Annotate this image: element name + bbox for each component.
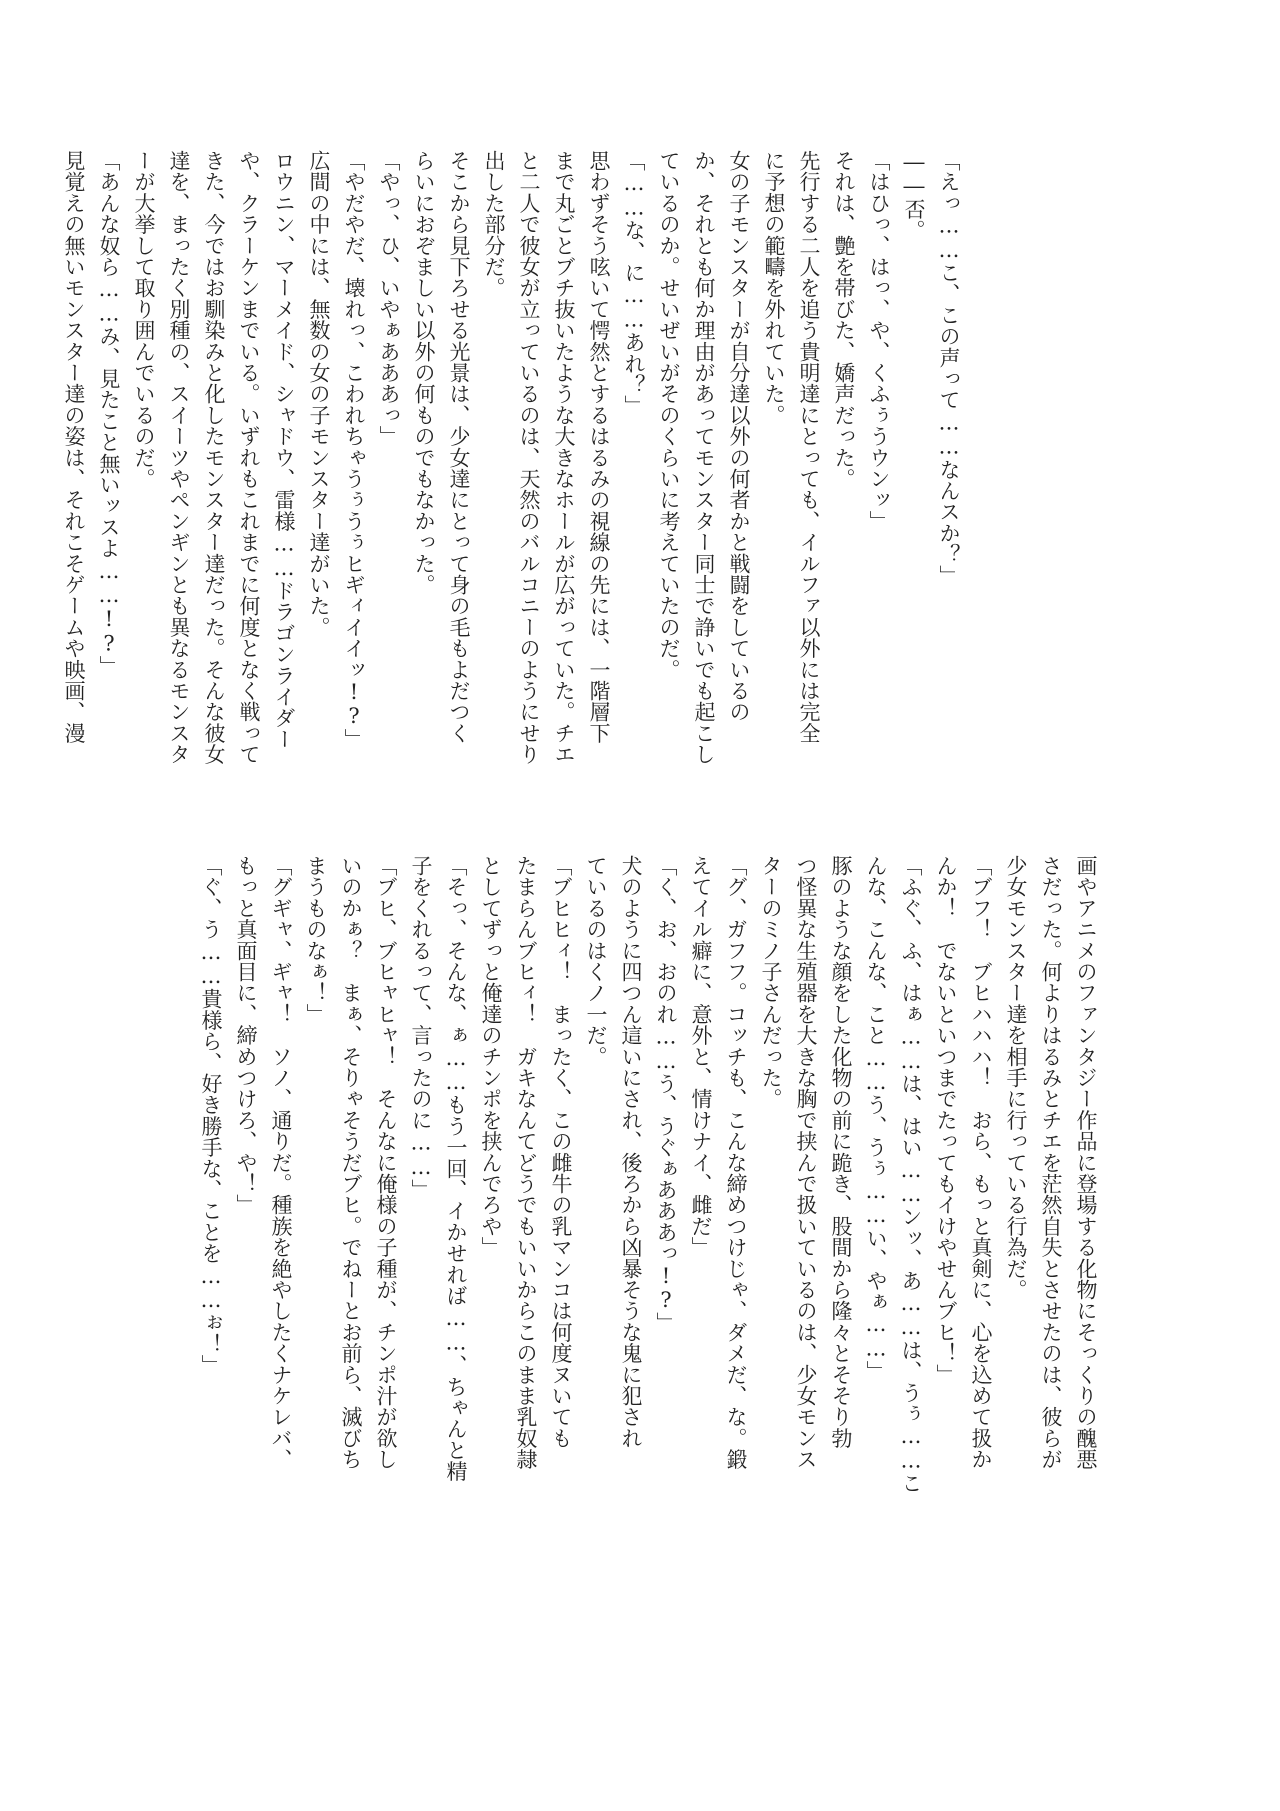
text-line: 「グギャ、ギャ！ ソノ、通りだ。種族を絶やしたくナケレバ、 (269, 855, 293, 1470)
text-line: 「やだやだ、壊れっ、こわれちゃうぅうぅヒギィイイッ!?」 (342, 150, 366, 750)
text-line: つ怪異な生殖器を大きな胸で挟んで扱いているのは、少女モンス (794, 855, 818, 1470)
text-line: 「く、お、おのれ……う、うぐぁあああっ!?」 (654, 855, 678, 1334)
text-line: ロウニン、マーメイド、シャドウ、雷様……ドラゴンライダー (272, 150, 296, 750)
text-line: 「ブヒ、ブヒャヒャ！ そんなに俺様の子種が、チンポ汁が欲し (374, 855, 398, 1470)
text-line: か、それとも何か理由があってモンスター同士で諍いでも起こし (692, 150, 716, 765)
text-line: 少女モンスター達を相手に行っている行為だ。 (1004, 855, 1028, 1301)
text-line: 豚のような顔をした化物の前に跪き、股間から隆々とそそり勃 (829, 855, 853, 1449)
text-line: ているのはくノ一だ。 (584, 855, 608, 1067)
text-line: たまらんブヒィ！ ガキなんてどうでもいいからこのまま乳奴隷 (514, 855, 538, 1470)
upper-text-block (62, 150, 966, 800)
text-line: 「……な、に……あれ？」 (622, 150, 646, 417)
text-line: 思わずそう呟いて愕然とするはるみの視線の先には、一階層下 (587, 150, 611, 744)
text-line: ターのミノ子さんだった。 (759, 855, 783, 1110)
text-line: それは、艶を帯びた、嬌声だった。 (832, 150, 856, 490)
text-line: としてずっと俺達のチンポを挟んでろや」 (479, 855, 503, 1258)
text-line: 犬のように四つん這いにされ、後ろから凶暴そうな鬼に犯され (619, 855, 643, 1449)
text-line: に予想の範疇を外れていた。 (762, 150, 786, 426)
text-line: そこから見下ろせる光景は、少女達にとって身の毛もよだつく (447, 150, 471, 744)
text-line: 女の子モンスターが自分達以外の何者かと戦闘をしているの (727, 150, 751, 723)
text-line: まうものなぁ！」 (304, 855, 328, 1025)
text-line: ーが大挙して取り囲んでいるのだ。 (132, 150, 156, 490)
text-line: 「はひっ、はっ、や、くふぅうウンッ」 (867, 150, 891, 532)
text-line: ――否。 (902, 150, 926, 241)
text-line: 子をくれるって、言ったのに……」 (409, 855, 433, 1201)
text-line: きた、今ではお馴染みと化したモンスター達だった。そんな彼女 (202, 150, 226, 765)
text-line: 先行する二人を追う貴明達にとっても、イルファ以外には完全 (797, 150, 821, 744)
text-line: 達を、まったく別種の、スイーツやペンギンとも異なるモンスタ (167, 150, 191, 765)
text-line: ているのか。せいぜいがそのくらいに考えていたのだ。 (657, 150, 681, 680)
text-line: や、クラーケンまでいる。いずれもこれまでに何度となく戦って (237, 150, 261, 765)
text-line: 「グ、ガフフ。コッチも、こんな締めつけじゃ、ダメだ、な。鍛 (724, 855, 748, 1470)
lower-text-block (199, 855, 1103, 1505)
text-line: 「そっ、そんな、ぁ……もう一回、イかせれば……、ちゃんと精 (444, 855, 468, 1482)
text-line: 見覚えの無いモンスター達の姿は、それこそゲームや映画、漫 (62, 150, 86, 744)
text-line: 広間の中には、無数の女の子モンスター達がいた。 (307, 150, 331, 638)
text-line: と二人で彼女が立っているのは、天然のバルコニーのようにせり (517, 150, 541, 765)
text-line: 画やアニメのファンタジー作品に登場する化物にそっくりの醜悪 (1074, 855, 1098, 1470)
text-line: 「ぐ、う……貴様ら、好き勝手な、ことを……ぉ！」 (199, 855, 223, 1376)
text-line: んか！ でないといつまでたってもイけやせんブヒ！」 (934, 855, 958, 1385)
text-line: 「ふぐ、ふ、はぁ……は、はい……ンッ、あ……は、うぅ……こ (899, 855, 923, 1494)
text-line: んな、こんな、こと……う、うぅ……い、やぁ……」 (864, 855, 888, 1382)
text-line: 「やっ、ひ、いやぁあああっ」 (377, 150, 401, 447)
text-line: 出した部分だ。 (482, 150, 506, 299)
text-line: えてイル癖に、意外と、情けナイ、雌だ」 (689, 855, 713, 1258)
text-line: 「ブヒヒィ！ まったく、この雌牛の乳マンコは何度ヌいても (549, 855, 573, 1449)
text-line: もっと真面目に、締めつけろ、や！」 (234, 855, 258, 1216)
text-line: 「ブフ！ ブヒハハハ！ おら、もっと真剣に、心を込めて扱か (969, 855, 993, 1470)
text-line: いのかぁ？ まぁ、そりゃそうだブヒ。でねーとお前ら、滅びち (339, 855, 363, 1470)
text-line: さだった。何よりはるみとチエを茫然自失とさせたのは、彼らが (1039, 855, 1063, 1470)
text-line: まで丸ごとブチ抜いたような大きなホールが広がっていた。チエ (552, 150, 576, 765)
text-line: 「あんな奴ら……み、見たこと無いッスよ……!?」 (97, 150, 121, 677)
text-line: らいにおぞましい以外の何ものでもなかった。 (412, 150, 436, 596)
text-line: 「えっ……こ、この声って……なんスか？」 (937, 150, 961, 586)
